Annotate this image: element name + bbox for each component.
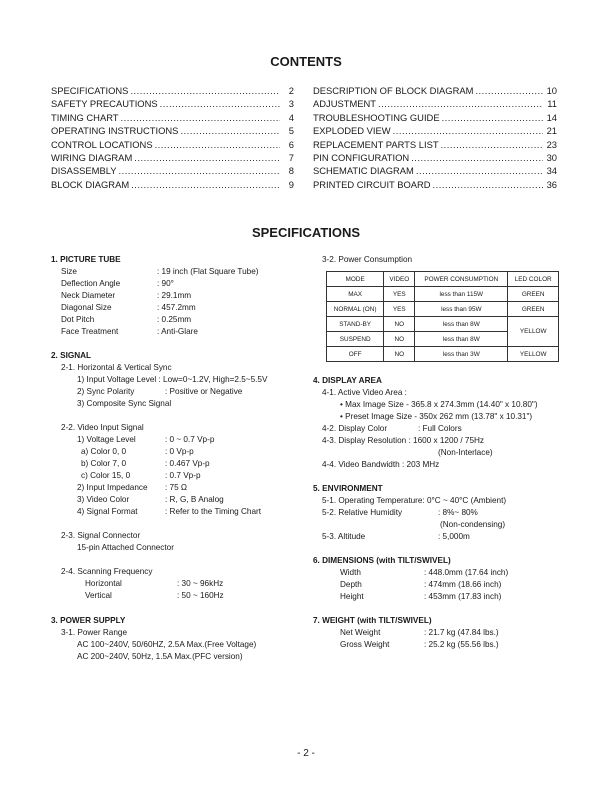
toc-label: CONTROL LOCATIONS [51, 138, 153, 150]
spec-line: AC 200~240V, 50Hz, 1.5A Max.(PFC version) [77, 652, 243, 661]
spec-value: : 453mm (17.83 inch) [424, 592, 502, 601]
table-cell: NO [384, 317, 415, 332]
table-cell: GREEN [508, 302, 559, 317]
toc-page: 6 [288, 138, 294, 150]
spec-key: a) Color 0, 0 [81, 447, 127, 456]
table-row [327, 347, 559, 362]
toc-item[interactable] [313, 178, 557, 191]
spec-value: : 474mm (18.66 inch) [424, 580, 502, 589]
table-cell: OFF [327, 347, 384, 362]
toc-page: 30 [546, 152, 557, 163]
table-cell: GREEN [508, 287, 559, 302]
spec-line: • Preset Image Size - 350x 262 mm (13.78" x 10.31") [340, 412, 533, 421]
spec-key: Size [61, 267, 77, 276]
toc-page: 11 [547, 98, 557, 110]
table-cell: STAND-BY [327, 317, 384, 332]
spec-value: : 448.0mm (17.64 inch) [424, 568, 509, 577]
spec-value: : 457.2mm [157, 303, 196, 312]
toc-page: 9 [288, 178, 294, 190]
toc-page: 2 [288, 85, 294, 96]
spec-value: : 21.7 kg (47.84 lbs.) [424, 628, 499, 637]
toc-item[interactable] [51, 164, 294, 177]
toc-item[interactable] [51, 178, 294, 191]
toc-label: OPERATING INSTRUCTIONS [51, 125, 179, 137]
table-cell: NO [384, 332, 415, 347]
spec-value: : 50 ~ 160Hz [177, 591, 224, 600]
spec-key: 5-3. Altitude [322, 532, 366, 541]
table-cell: less than 3W [415, 347, 508, 362]
table-header-cell: LED COLOR [508, 272, 559, 287]
spec-line: (Non-condensing) [440, 520, 506, 529]
toc-item[interactable] [313, 84, 557, 97]
toc-page: 14 [546, 111, 557, 123]
toc-item[interactable] [51, 97, 294, 110]
table-header-cell: VIDEO [384, 272, 415, 287]
spec-key: 3) Video Color [77, 495, 130, 504]
table-header-row [327, 272, 559, 287]
table-cell: YELLOW [508, 317, 559, 347]
table-row [327, 287, 559, 302]
spec-line: 1) Input Voltage Level : Low=0~1.2V, High=2.5~5.5V [77, 375, 268, 384]
table-cell: less than 95W [415, 302, 508, 317]
toc-label: TROUBLESHOOTING GUIDE [313, 111, 440, 123]
spec-key: Face Treatment [61, 327, 119, 336]
spec-value: : Refer to the Timing Chart [165, 507, 262, 516]
toc-label: SAFETY PRECAUTIONS [51, 98, 158, 110]
section-heading: 1. PICTURE TUBE [51, 255, 121, 264]
subsection-heading: 3-1. Power Range [61, 628, 127, 637]
toc-item[interactable] [51, 138, 294, 151]
table-row [327, 302, 559, 317]
table-cell: less than 8W [415, 332, 508, 347]
spec-value: : 25.2 kg (55.56 lbs.) [424, 640, 499, 649]
toc-item[interactable] [313, 124, 557, 137]
spec-key: Deflection Angle [61, 279, 121, 288]
toc-label: DISASSEMBLY [51, 165, 117, 177]
toc-label: PIN CONFIGURATION [313, 152, 410, 163]
toc-page: 3 [288, 98, 294, 110]
spec-value: : 75 Ω [165, 483, 188, 492]
toc-page: 8 [288, 165, 294, 177]
spec-value: : 0 Vp-p [165, 447, 194, 456]
table-cell: NORMAL (ON) [327, 302, 384, 317]
page-number: - 2 - [297, 748, 315, 759]
spec-key: 1) Voltage Level [77, 435, 136, 444]
subsection-heading: 3-2. Power Consumption [322, 255, 413, 264]
toc-item[interactable] [313, 111, 557, 124]
subsection-heading: 2-4. Scanning Frequency [61, 567, 153, 576]
spec-line: (Non-Interlace) [438, 448, 493, 457]
table-cell: MAX [327, 287, 384, 302]
table-row [327, 317, 559, 332]
table-cell: less than 115W [415, 287, 508, 302]
spec-value: : Anti-Glare [157, 327, 198, 336]
spec-key: 2) Sync Polarity [77, 387, 135, 396]
table-header-cell: POWER CONSUMPTION [415, 272, 508, 287]
spec-line: 4-1. Active Video Area : [322, 388, 407, 397]
toc-label: REPLACEMENT PARTS LIST [313, 138, 439, 150]
subsection-heading: 2-2. Video Input Signal [61, 423, 144, 432]
spec-key: Gross Weight [340, 640, 390, 649]
spec-value: : R, G, B Analog [165, 495, 224, 504]
table-cell: SUSPEND [327, 332, 384, 347]
toc-item[interactable] [51, 124, 294, 137]
table-cell: less than 8W [415, 317, 508, 332]
spec-line: 15-pin Attached Connector [77, 543, 174, 552]
table-cell: YES [384, 287, 415, 302]
spec-line: • Max Image Size - 365.8 x 274.3mm (14.40" x 10.80") [340, 400, 538, 409]
spec-line: 4-3. Display Resolution : 1600 x 1200 / 75Hz [322, 436, 485, 445]
spec-value: : Positive or Negative [165, 387, 243, 396]
spec-key: 2) Input Impedance [77, 483, 148, 492]
toc-page: 10 [546, 85, 557, 96]
toc-item[interactable] [51, 151, 294, 164]
spec-key: Width [340, 568, 361, 577]
spec-key: Neck Diameter [61, 291, 116, 300]
spec-key: Vertical [85, 591, 112, 600]
spec-key: Dot Pitch [61, 315, 95, 324]
section-heading: 7. WEIGHT (with TILT/SWIVEL) [313, 616, 432, 625]
toc-item[interactable] [313, 97, 557, 110]
toc-item[interactable] [51, 111, 294, 124]
spec-value: : 8%~ 80% [438, 508, 478, 517]
section-heading: 5. ENVIRONMENT [313, 484, 383, 493]
toc-item[interactable] [313, 164, 557, 177]
spec-key: Depth [340, 580, 362, 589]
spec-value: : 0.7 Vp-p [165, 471, 201, 480]
spec-key: c) Color 15, 0 [81, 471, 131, 480]
toc-page: 4 [288, 111, 294, 123]
spec-key: b) Color 7, 0 [81, 459, 127, 468]
table-header-cell: MODE [327, 272, 384, 287]
spec-key: 4-2. Display Color [322, 424, 388, 433]
toc-item[interactable] [313, 138, 557, 151]
toc-item[interactable] [313, 151, 557, 164]
table-cell: NO [384, 347, 415, 362]
toc-page: 36 [546, 178, 557, 190]
toc-label: ADJUSTMENT [313, 98, 377, 110]
spec-value: : 30 ~ 96kHz [177, 579, 224, 588]
toc-page: 5 [288, 125, 294, 137]
spec-value: : 0.25mm [157, 315, 192, 324]
spec-key: Diagonal Size [61, 303, 112, 312]
spec-value: : Full Colors [418, 424, 462, 433]
spec-value: : 0 ~ 0.7 Vp-p [165, 435, 215, 444]
spec-key: Horizontal [85, 579, 122, 588]
spec-value: : 19 inch (Flat Square Tube) [157, 267, 259, 276]
spec-value: : 90° [157, 279, 174, 288]
toc-page: 21 [546, 125, 557, 137]
toc-page: 34 [546, 165, 557, 177]
spec-key: 5-2. Relative Humidity [322, 508, 403, 517]
spec-line: 3) Composite Sync Signal [77, 399, 172, 408]
toc-label: WIRING DIAGRAM [51, 152, 133, 163]
toc-label: SCHEMATIC DIAGRAM [313, 165, 414, 177]
toc-item[interactable] [51, 84, 294, 97]
spec-line: AC 100~240V, 50/60HZ, 2.5A Max.(Free Voltage) [77, 640, 257, 649]
spec-key: 4) Signal Format [77, 507, 138, 516]
spec-value: : 5,000m [438, 532, 470, 541]
toc-label: BLOCK DIAGRAM [51, 178, 130, 190]
spec-line: 4-4. Video Bandwidth : 203 MHz [322, 460, 440, 469]
table-cell: YES [384, 302, 415, 317]
toc-label: DESCRIPTION OF BLOCK DIAGRAM [313, 85, 474, 96]
table-cell: YELLOW [508, 347, 559, 362]
spec-line: 5-1. Operating Temperature: 0°C ~ 40°C (Ambient) [322, 496, 507, 505]
toc-label: SPECIFICATIONS [51, 85, 129, 96]
section-heading: 2. SIGNAL [51, 351, 92, 360]
spec-value: : 0.467 Vp-p [165, 459, 210, 468]
section-heading: 3. POWER SUPPLY [51, 616, 126, 625]
spec-key: Net Weight [340, 628, 381, 637]
section-heading: 4. DISPLAY AREA [313, 376, 382, 385]
spec-value: : 29.1mm [157, 291, 192, 300]
specifications-title: SPECIFICATIONS [251, 225, 361, 240]
subsection-heading: 2-3. Signal Connector [61, 531, 141, 540]
toc-page: 23 [546, 138, 557, 150]
toc-label: EXPLODED VIEW [313, 125, 391, 137]
section-heading: 6. DIMENSIONS (with TILT/SWIVEL) [313, 556, 451, 565]
toc-label: TIMING CHART [51, 111, 119, 123]
toc-label: PRINTED CIRCUIT BOARD [313, 178, 431, 190]
subsection-heading: 2-1. Horizontal & Vertical Sync [61, 363, 172, 372]
contents-title: CONTENTS [270, 54, 342, 69]
spec-key: Height [340, 592, 364, 601]
toc-page: 7 [288, 152, 294, 163]
power-consumption-table [326, 271, 559, 362]
